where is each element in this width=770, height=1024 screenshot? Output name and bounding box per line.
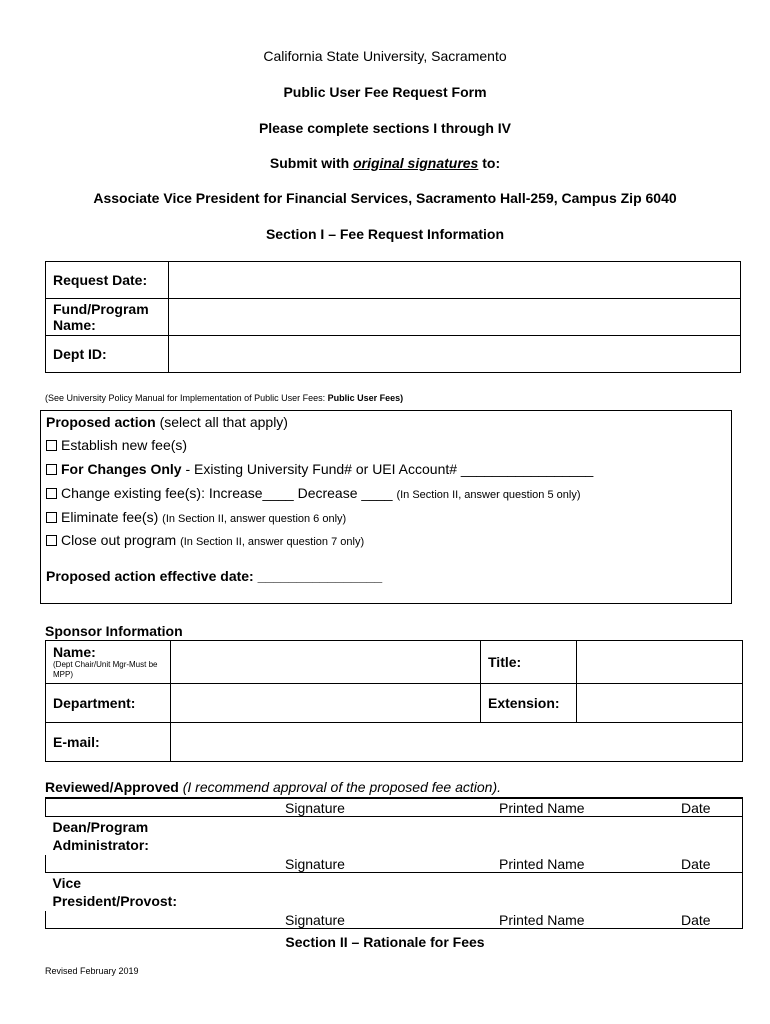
option-establish — [46, 437, 187, 453]
option-change-existing — [46, 485, 580, 501]
close-out-note: (In Section II, answer question 7 only) — [180, 536, 365, 548]
close-out-checkbox[interactable] — [46, 535, 57, 546]
vp-label — [46, 873, 279, 912]
effective-date-line[interactable]: Proposed action effective date: ________________ — [46, 568, 383, 584]
approval-empty-cell — [46, 798, 279, 817]
dean-signature-field[interactable] — [278, 817, 743, 856]
eliminate-label: Eliminate fee(s) — [61, 509, 159, 525]
reviewed-heading-bold: Reviewed/Approved — [45, 779, 179, 795]
dean-label-line1: Dean/Program — [52, 819, 149, 835]
dean-label-line2: Administrator: — [52, 837, 149, 853]
sponsor-name-field[interactable] — [171, 641, 481, 684]
dean-signature-label: Signature — [278, 855, 492, 873]
fund-program-label: Fund/Program Name: — [46, 299, 169, 336]
university-name: California State University, Sacramento — [263, 48, 507, 64]
change-existing-checkbox[interactable] — [46, 488, 57, 499]
sponsor-heading: Sponsor Information — [45, 623, 183, 639]
change-existing-note: (In Section II, answer question 5 only) — [396, 489, 581, 501]
dean-empty-cell — [46, 855, 279, 873]
proposed-action-box — [40, 410, 732, 604]
submit-prefix: Submit with — [269, 155, 354, 171]
submit-suffix: to: — [478, 155, 501, 171]
sponsor-name-label: Name: — [53, 644, 96, 660]
instructions: Please complete sections I through IV — [258, 120, 512, 136]
proposed-action-title-bold: Proposed action — [46, 414, 156, 430]
vp-empty-cell — [46, 911, 279, 929]
sponsor-extension-label: Extension: — [481, 684, 577, 723]
submission-address: Associate Vice President for Financial Services, Sacramento Hall-259, Campus Zip 6040 — [93, 190, 677, 206]
sponsor-title-label: Title: — [481, 641, 577, 684]
revised-date: Revised February 2019 — [45, 966, 139, 976]
sponsor-department-label: Department: — [46, 684, 171, 723]
submit-line — [0, 155, 770, 171]
dean-date-label: Date — [674, 855, 743, 873]
fund-program-field[interactable] — [169, 299, 741, 336]
sponsor-table — [45, 640, 743, 762]
eliminate-note: (In Section II, answer question 6 only) — [162, 513, 347, 525]
reviewed-heading — [45, 779, 501, 795]
option-close-out — [46, 532, 364, 548]
eliminate-checkbox[interactable] — [46, 512, 57, 523]
request-date-label: Request Date: — [46, 262, 169, 299]
sponsor-name-cell — [46, 641, 171, 684]
form-title: Public User Fee Request Form — [283, 84, 487, 100]
close-out-label: Close out program — [61, 532, 177, 548]
vp-printed-name-label: Printed Name — [492, 911, 674, 929]
changes-only-account: - Existing University Fund# or UEI Account# _________________ — [181, 461, 594, 477]
date-header: Date — [674, 798, 743, 817]
establish-checkbox[interactable] — [46, 440, 57, 451]
changes-only-label: For Changes Only — [61, 461, 182, 477]
change-existing-label: Change existing fee(s): Increase____ Decrease ____ — [61, 485, 393, 501]
policy-note-text: (See University Policy Manual for Implementation of Public User Fees: — [45, 393, 328, 403]
sponsor-title-field[interactable] — [577, 641, 743, 684]
request-date-field[interactable] — [169, 262, 741, 299]
sponsor-name-note: (Dept Chair/Unit Mgr-Must be MPP) — [53, 660, 158, 679]
changes-only-checkbox[interactable] — [46, 464, 57, 475]
option-changes-only — [46, 461, 593, 477]
proposed-action-title-note: (select all that apply) — [155, 414, 288, 430]
section1-title: Section I – Fee Request Information — [265, 226, 505, 242]
option-eliminate — [46, 509, 346, 525]
dean-printed-name-label: Printed Name — [492, 855, 674, 873]
dean-label — [46, 817, 279, 856]
proposed-action-title — [46, 414, 288, 430]
sponsor-email-field[interactable] — [171, 723, 743, 762]
printed-name-header: Printed Name — [492, 798, 674, 817]
establish-label: Establish new fee(s) — [61, 437, 188, 453]
sponsor-extension-field[interactable] — [577, 684, 743, 723]
dept-id-field[interactable] — [169, 336, 741, 373]
request-info-table — [45, 261, 741, 373]
dept-id-label: Dept ID: — [46, 336, 169, 373]
submit-emphasis: original signatures — [353, 155, 479, 171]
policy-note — [45, 393, 403, 403]
section2-title: Section II – Rationale for Fees — [285, 934, 485, 950]
reviewed-heading-note: (I recommend approval of the proposed fee action). — [178, 779, 502, 795]
vp-signature-label: Signature — [278, 911, 492, 929]
sponsor-email-label: E-mail: — [46, 723, 171, 762]
vp-signature-field[interactable] — [278, 873, 743, 912]
policy-note-link[interactable]: Public User Fees) — [327, 393, 404, 403]
sponsor-department-field[interactable] — [171, 684, 481, 723]
approval-table — [45, 797, 743, 929]
vp-label-line1: Vice — [52, 875, 82, 891]
vp-label-line2: President/Provost: — [52, 893, 177, 909]
signature-header: Signature — [278, 798, 492, 817]
vp-date-label: Date — [674, 911, 743, 929]
